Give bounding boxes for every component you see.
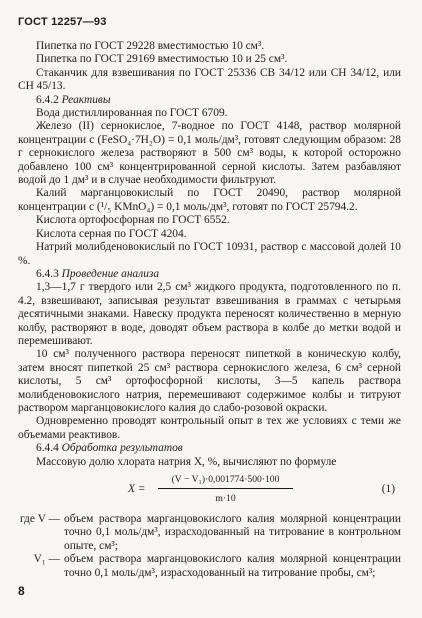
section-title: Реактивы bbox=[61, 93, 111, 106]
paragraph: Пипетка по ГОСТ 29228 вместимостью 10 см³. bbox=[36, 40, 265, 52]
section-title: Проведение анализа bbox=[61, 267, 160, 280]
paragraph: Стаканчик для взвешивания по ГОСТ 25336 СВ 34/12 или СН 34/12, или СН 45/13. bbox=[18, 66, 401, 93]
definition-term: где V — bbox=[19, 513, 60, 525]
formula-fraction bbox=[158, 473, 293, 506]
paragraph: Калий марганцовокислый по ГОСТ 20490, раствор молярной концентрации с (¹/₅ KMnO₄) = 0,1 моль/дм³, готовят по ГОСТ 25794.2. bbox=[18, 187, 401, 213]
page-header: ГОСТ 12257—93 bbox=[18, 16, 107, 28]
formula-lhs: X = bbox=[128, 483, 146, 495]
definition-item bbox=[18, 553, 401, 580]
formula-1 bbox=[18, 471, 401, 511]
formula-denominator: m·10 bbox=[215, 493, 236, 505]
section-heading-6-4-2 bbox=[18, 94, 401, 107]
paragraph: Кислота серная по ГОСТ 4204. bbox=[36, 227, 187, 240]
section-heading-6-4-4 bbox=[18, 442, 401, 455]
paragraph: Кислота ортофосфорная по ГОСТ 6552. bbox=[36, 214, 230, 227]
paragraph: Железо (II) сернокислое, 7-водное по ГОСТ 4148, раствор молярной концентрации с (FeSO₄·7H₂O) = 0,1 моль/дм³, готовят следующим образом: 28 г сернокислого железа растворяют в 500 см³ воды, к которой осторожно добавлено 100 см³ концентрированной серной кислоты. Затем разбавляют водой до 1 дм³ и в случае необходимости фильтруют. bbox=[18, 120, 401, 187]
paragraph: 10 см³ полученного раствора переносят пипеткой в коническую колбу, затем вносят пипеткой 25 см³ раствора сернокислого железа, 6 см³ серной кислоты, 5 см³ ортофосфорной кислоты, 3—5 капель раствора молибденовокислого натрия, перемешивают содержимое колбы и титруют раствором марганцовокислого калия до слабо-розовой окраски. bbox=[18, 348, 401, 414]
definition-item bbox=[18, 513, 401, 553]
section-number: 6.4.4 bbox=[36, 442, 59, 455]
page-body bbox=[18, 40, 401, 580]
paragraph: Вода дистиллированная по ГОСТ 6709. bbox=[36, 107, 228, 120]
definition-text: объем раствора марганцовокислого калия молярной концентрации точно 0,1 моль/дм³, израсходованный на титрование пробы, см³; bbox=[64, 553, 401, 579]
section-number: 6.4.2 bbox=[36, 93, 59, 106]
paragraph: Одновременно проводят контрольный опыт в тех же условиях с теми же объемами реактивов. bbox=[18, 415, 401, 441]
page-number: 8 bbox=[18, 584, 25, 598]
formula-numerator: (V − V₁)·0,001774·500·100 bbox=[158, 473, 293, 489]
paragraph: Пипетка по ГОСТ 29169 вместимостью 10 и 25 см³. bbox=[36, 53, 288, 66]
paragraph: 1,3—1,7 г твердого или 2,5 см³ жидкого продукта, подготовленного по п. 4.2, взвешивают, записывая результат взвешивания в граммах с четырьмя десятичными знаками. Навеску продукта переносят количественно в мерную колбу, растворяют в воде, доводят объем раствора в колбе до метки водой и перемешивают. bbox=[18, 281, 401, 347]
paragraph: Натрий молибденовокислый по ГОСТ 10931, раствор с массовой долей 10 %. bbox=[18, 241, 401, 267]
paragraph: Массовую долю хлората натрия X, %, вычисляют по формуле bbox=[36, 455, 337, 468]
variable-definitions bbox=[18, 513, 401, 580]
section-number: 6.4.3 bbox=[36, 267, 59, 280]
definition-term: V₁ — bbox=[33, 553, 60, 566]
section-title: Обработка результатов bbox=[61, 442, 183, 455]
formula-number: (1) bbox=[381, 483, 395, 495]
definition-text: объем раствора марганцовокислого калия молярной концентрации точно 0,1 моль/дм³, израсходованный на титрование в контрольном опыте, см³; bbox=[64, 513, 401, 552]
section-heading-6-4-3 bbox=[18, 268, 401, 281]
